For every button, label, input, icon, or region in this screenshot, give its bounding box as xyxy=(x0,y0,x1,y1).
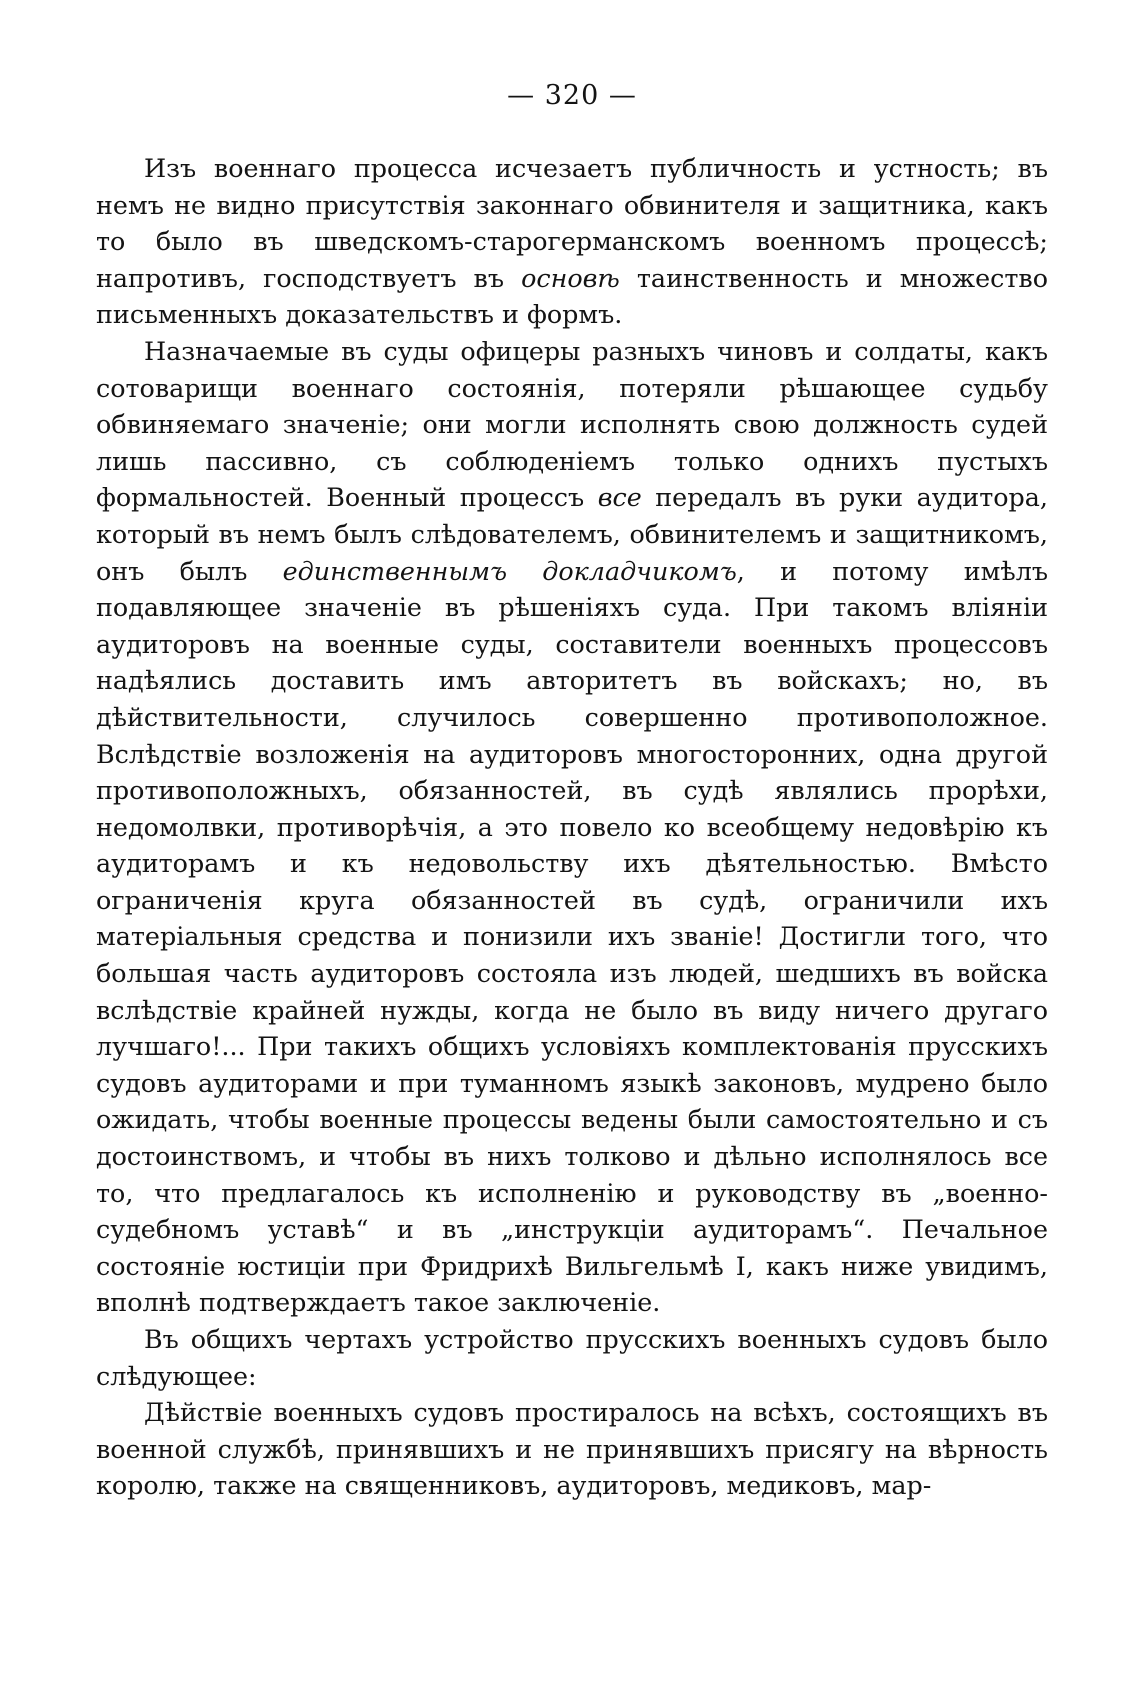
paragraph xyxy=(96,1321,1048,1394)
emphasized-text: единственнымъ докладчикомъ xyxy=(282,555,737,586)
body-text xyxy=(96,150,1048,1504)
text-segment: , и потому имѣлъ подавляющее значеніе въ рѣшеніяхъ суда. При такомъ вліяніи аудиторовъ на военные суды, составители военныхъ процессовъ надѣялись доставить имъ авторитетъ въ войскахъ; но, въ дѣйствительности, случилось совершенно противоположное. Вслѣдствіе возложенія на аудиторовъ многосторонних, одна другой противоположныхъ, обязанностей, въ судѣ являлись прорѣхи, недомолвки, противорѣчія, а это повело ко всеобщему недовѣрію къ аудиторамъ и къ недовольству ихъ дѣятельностью. Вмѣсто ограниченія круга обязанностей въ судѣ, ограничили ихъ матеріальныя средства и понизили ихъ званіе! Достигли того, что большая часть аудиторовъ состояла изъ людей, шедшихъ въ войска вслѣдствіе крайней нужды, когда не было въ виду ничего другаго лучшаго!... При такихъ общихъ условіяхъ комплектованія прусскихъ судовъ аудиторами и при туманномъ языкѣ законовъ, мудрено было ожидать, чтобы военные процессы ведены были самостоятельно и съ достоинствомъ, и чтобы въ нихъ толково и дѣльно исполнялось все то, что предлагалось къ исполненію и руководству въ „военно-судебномъ уставѣ“ и въ „инструкціи аудиторамъ“. Печальное состояніе юстиціи при Фридрихѣ Вильгельмѣ I, какъ ниже увидимъ, вполнѣ подтверждаетъ такое заключеніе. xyxy=(96,555,1048,1318)
text-segment: таинственность и множество письменныхъ доказательствъ и формъ. xyxy=(96,262,1048,330)
emphasized-text: все xyxy=(597,482,642,513)
emphasized-text: основѣ xyxy=(521,262,620,293)
text-segment: Назначаемые въ суды офицеры разныхъ чиновъ и солдаты, какъ сотоварищи военнаго состоянія, потеряли рѣшающее судьбу обвиняемаго значеніе; они могли исполнять свою должность судей лишь пассивно, съ соблюденіемъ только однихъ пустыхъ формальностей. Военный процессъ xyxy=(96,335,1048,513)
paragraph xyxy=(96,333,1048,1321)
text-segment: Изъ военнаго процесса исчезаетъ публичность и устность; въ немъ не видно присутствія законнаго обвинителя и защитника, какъ то было въ шведскомъ-старогерманскомъ военномъ процессѣ; напротивъ, господствуетъ въ xyxy=(96,153,1048,293)
page-number: — 320 — xyxy=(507,80,637,111)
paragraph xyxy=(96,1394,1048,1504)
paragraph xyxy=(96,150,1048,333)
text-segment: Дѣйствіе военныхъ судовъ простиралось на всѣхъ, состоящихъ въ военной службѣ, принявшихъ и не принявшихъ присягу на вѣрность королю, также на священниковъ, аудиторовъ, медиковъ, мар- xyxy=(96,1397,1048,1501)
text-segment: Въ общихъ чертахъ устройство прусскихъ военныхъ судовъ было слѣдующее: xyxy=(96,1324,1048,1391)
text-segment: передалъ въ руки аудитора, который въ немъ былъ слѣдователемъ, обвинителемъ и защитникомъ, онъ былъ xyxy=(96,482,1048,586)
